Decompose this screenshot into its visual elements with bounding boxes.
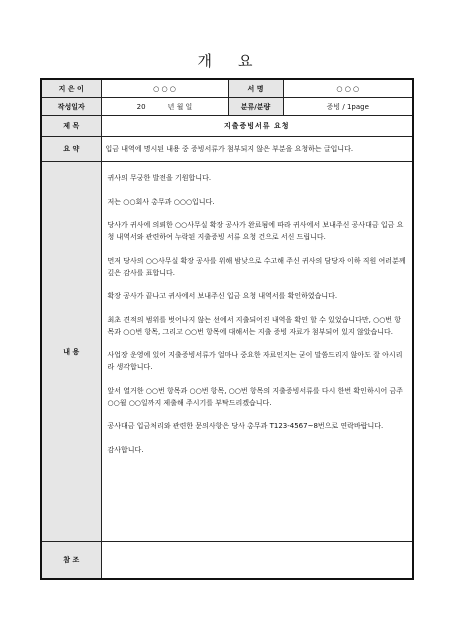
content-paragraph: 공사대금 입금처리와 관련한 문의사항은 당사 총무과 T123-4567~8번으로 연락바랍니다. xyxy=(107,422,384,430)
signature-label: 서 명 xyxy=(228,79,283,98)
title-char-1: 개 xyxy=(197,52,212,70)
subject-row xyxy=(41,116,413,137)
page-title xyxy=(0,50,450,71)
author-row xyxy=(41,79,413,98)
summary-value: 입금 내역에 명시된 내용 중 증빙서류가 첨부되지 않은 부분을 요청하는 글입니다. xyxy=(101,137,413,162)
content-paragraph: 저는 ○○회사 총무과 ○○○입니다. xyxy=(107,197,215,206)
document-form-table xyxy=(40,78,414,580)
reference-row xyxy=(41,542,413,580)
subject-value: 지출증빙서류 요청 xyxy=(101,116,413,137)
date-text: 년 월 일 xyxy=(167,102,193,111)
content-row xyxy=(41,162,413,542)
subject-label: 제 목 xyxy=(41,116,101,137)
date-label: 작성일자 xyxy=(41,98,101,116)
date-row xyxy=(41,98,413,116)
content-label: 내 용 xyxy=(41,162,101,542)
content-paragraph: 당사가 귀사에 의뢰한 ○○사무실 확장 공사가 완료됨에 따라 귀사에서 보내주신 공사대금 입금 요청 내역서와 관련하여 누락된 지출증빙 서류 요청 건으로 서신 드립니다. xyxy=(107,221,404,241)
content-body xyxy=(101,162,413,542)
author-label: 지 은 이 xyxy=(41,79,101,98)
content-paragraph: 감사합니다. xyxy=(107,445,144,454)
date-year: 20 xyxy=(136,102,146,111)
category-label: 분류/분량 xyxy=(228,98,283,116)
signature-value: ○ ○ ○ xyxy=(283,79,413,98)
content-paragraph: 사업장 운영에 있어 지출증빙서류가 얼마나 중요한 자료인지는 굳이 말씀드리지 않아도 잘 아시리라 생각합니다. xyxy=(107,351,403,371)
content-paragraph: 앞서 열거한 ○○번 항목과 ○○번 항목, ○○번 항목의 지출증빙서류를 다시 한번 확인하시어 금주 ○○월 ○○일까지 제출해 주시기를 부탁드리겠습니다. xyxy=(107,386,403,407)
title-char-2: 요 xyxy=(238,52,253,70)
reference-value xyxy=(101,542,413,580)
category-value: 증빙 / 1page xyxy=(283,98,413,116)
summary-row xyxy=(41,137,413,162)
content-paragraph: 확장 공사가 끝나고 귀사에서 보내주신 입금 요청 내역서를 확인하였습니다. xyxy=(107,292,338,300)
reference-label: 참 조 xyxy=(41,542,101,580)
summary-label: 요 약 xyxy=(41,137,101,162)
date-value xyxy=(101,98,228,116)
content-paragraph: 먼저 당사의 ○○사무실 확장 공사를 위해 밤낮으로 수고해 주신 귀사의 담당자 이하 직원 여러분께 깊은 감사를 표합니다. xyxy=(107,256,406,277)
author-value: ○ ○ ○ xyxy=(101,79,228,98)
content-paragraph: 최초 견적의 범위를 벗어나지 않는 선에서 지출되어진 내역을 확인 할 수 있었습니다만, ○○번 항목과 ○○번 항목, 그리고 ○○번 항목에 대해서는 지출 증빙 자료가 첨부되어 있지 않았습니다. xyxy=(107,315,402,336)
content-paragraph: 귀사의 무궁한 발전을 기원합니다. xyxy=(107,174,212,182)
